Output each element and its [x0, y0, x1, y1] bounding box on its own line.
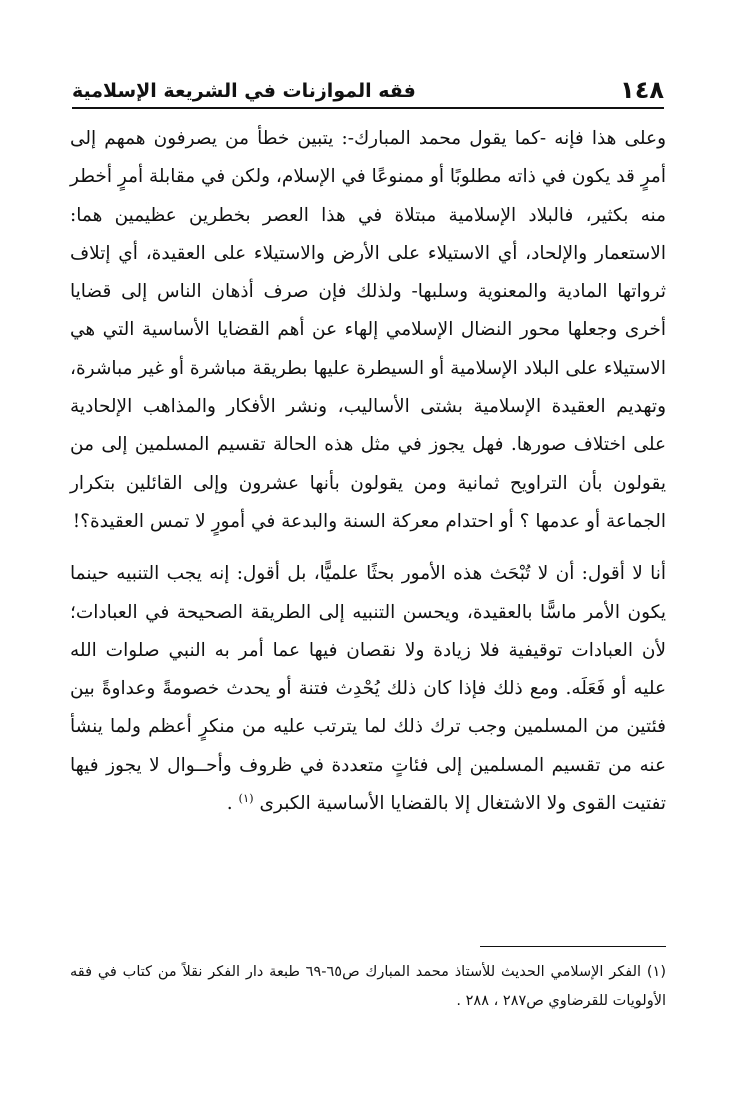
book-title: فقه الموازنات في الشريعة الإسلامية: [72, 80, 416, 102]
paragraph: [70, 555, 666, 823]
footnote-reference: (١): [238, 790, 254, 805]
footnote-text: (١) الفكر الإسلامي الحديث للأستاذ محمد المبارك ص٦٥-٦٩ طبعة دار الفكر نقلاً من كتاب في فقه الأولويات للقرضاوي ص٢٨٧ ، ٢٨٨ .: [70, 964, 666, 1009]
paragraph-text: أنا لا أقول: أن لا تُبْحَث هذه الأمور بحثًا علميًّا، بل أقول: إنه يجب التنبيه حينما يكون الأمر ماسًّا بالعقيدة، ويحسن التنبيه إلى الطريقة الصحيحة في العبادات؛ لأن العبادات توقيفية فلا زيادة ولا نقصان فيها عما أمر به النبي صلوات الله عليه أو فَعَلَه. ومع ذلك فإذا كان ذلك يُحْدِث فتنة أو يحدث خصومةً وعداوةً بين فئتين من المسلمين وجب ترك ذلك لما يترتب عليه من منكرٍ أعظم ولما ينشأ عنه من تقسيم المسلمين إلى فئاتٍ متعددة في ظروف وأحــوال لا يجوز فيها تفتيت القوى ولا الاشتغال إلا بالقضايا الأساسية الكبرى: [70, 563, 666, 815]
header-divider: [72, 107, 664, 109]
main-text: [70, 120, 666, 823]
page-number: ١٤٨: [620, 76, 664, 104]
footnote: [70, 958, 666, 1016]
running-header: [72, 70, 664, 104]
paragraph: وعلى هذا فإنه -كما يقول محمد المبارك-: يتبين خطأ من يصرفون همهم إلى أمرٍ قد يكون في ذاته مطلوبًا أو ممنوعًا في الإسلام، ولكن في مقابلة أمرٍ أخطر منه بكثير، فالبلاد الإسلامية مبتلاة في هذا العصر بخطرين عظيمين هما: الاستعمار والإلحاد، أي الاستيلاء على الأرض والاستيلاء على العقيدة، أي إتلاف ثرواتها المادية والمعنوية وسلبها- ولذلك فإن صرف أذهان الناس إلى قضايا أخرى وجعلها محور النضال الإسلامي إلهاء عن أهم القضايا الأساسية التي هي الاستيلاء على البلاد الإسلامية أو السيطرة عليها بطريقة مباشرة أو غير مباشرة، وتهديم العقيدة الإسلامية بشتى الأساليب، ونشر الأفكار والمذاهب الإلحادية على اختلاف صورها. فهل يجوز في مثل هذه الحالة تقسيم المسلمين إلى من يقولون بأن التراويح ثمانية ومن يقولون بأنها عشرون وإلى القائلين بتكرار الجماعة أو عدمها ؟ أو احتدام معركة السنة والبدعة في أمورٍ لا تمس العقيدة؟!: [70, 128, 666, 532]
footnote-divider: [480, 946, 666, 947]
paragraph-end: .: [226, 793, 239, 815]
